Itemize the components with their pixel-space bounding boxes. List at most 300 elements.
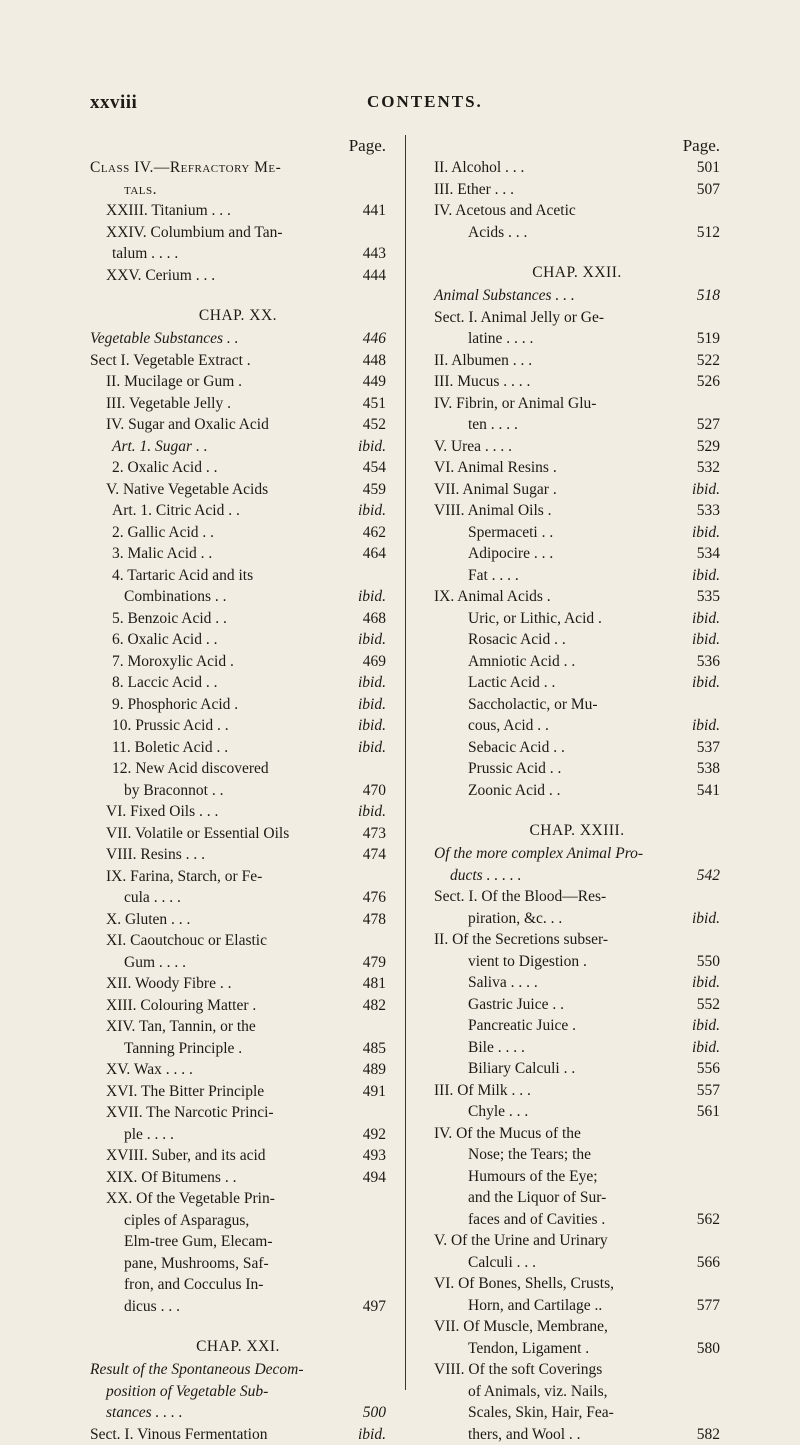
toc-entry bbox=[90, 694, 386, 716]
entry-title: II. Mucilage or Gum . bbox=[106, 371, 242, 393]
entry-title: Scales, Skin, Hair, Fea- bbox=[468, 1402, 614, 1424]
entry-page-number: 474 bbox=[363, 844, 386, 866]
entry-title: by Braconnot . . bbox=[124, 780, 223, 802]
entry-title: 9. Phosphoric Acid . bbox=[112, 694, 238, 716]
toc-entry bbox=[434, 1402, 720, 1424]
toc-entry bbox=[90, 393, 386, 415]
entry-page-number: 469 bbox=[363, 651, 386, 673]
entry-title: ciples of Asparagus, bbox=[124, 1210, 249, 1232]
toc-entry bbox=[90, 1145, 386, 1167]
toc-entry bbox=[90, 866, 386, 888]
entry-page-number: 529 bbox=[697, 436, 720, 458]
entry-page-number: 527 bbox=[697, 414, 720, 436]
toc-entry bbox=[90, 479, 386, 501]
toc-entry bbox=[434, 1144, 720, 1166]
entry-title: pane, Mushrooms, Saf- bbox=[124, 1253, 269, 1275]
toc-entry bbox=[90, 952, 386, 974]
page-column-label: Page. bbox=[90, 135, 386, 157]
entry-title: IX. Animal Acids . bbox=[434, 586, 551, 608]
entry-title: IX. Farina, Starch, or Fe- bbox=[106, 866, 262, 888]
entry-title: XIII. Colouring Matter . bbox=[106, 995, 256, 1017]
toc-entry bbox=[90, 179, 386, 201]
entry-title: XXIV. Columbium and Tan- bbox=[106, 222, 283, 244]
toc-entry bbox=[434, 908, 720, 930]
entry-title: Sect I. Vegetable Extract . bbox=[90, 350, 251, 372]
entry-page-number: 501 bbox=[697, 157, 720, 179]
toc-entry bbox=[434, 371, 720, 393]
entry-page-number: 491 bbox=[363, 1081, 386, 1103]
entry-title: Art. 1. Citric Acid . . bbox=[112, 500, 240, 522]
toc-entry bbox=[434, 457, 720, 479]
toc-entry bbox=[90, 844, 386, 866]
toc-entry bbox=[434, 1273, 720, 1295]
entry-title: XIV. Tan, Tannin, or the bbox=[106, 1016, 256, 1038]
toc-entry bbox=[90, 651, 386, 673]
toc-entry bbox=[434, 179, 720, 201]
toc-entry bbox=[434, 737, 720, 759]
entry-title: IV. Of the Mucus of the bbox=[434, 1123, 581, 1145]
entry-title: II. Alcohol . . . bbox=[434, 157, 524, 179]
entry-page-number: 556 bbox=[697, 1058, 720, 1080]
toc-entry bbox=[90, 758, 386, 780]
toc-entry bbox=[434, 758, 720, 780]
entry-title: VIII. Of the soft Coverings bbox=[434, 1359, 602, 1381]
toc-entry bbox=[434, 1338, 720, 1360]
toc-entry bbox=[90, 1402, 386, 1424]
entry-title: XVI. The Bitter Principle bbox=[106, 1081, 264, 1103]
entry-page-number: 451 bbox=[363, 393, 386, 415]
entry-page-number: 478 bbox=[363, 909, 386, 931]
entry-page-number: 561 bbox=[697, 1101, 720, 1123]
entry-title: VII. Animal Sugar . bbox=[434, 479, 557, 501]
entry-title: VI. Fixed Oils . . . bbox=[106, 801, 218, 823]
running-head: CONTENTS. bbox=[367, 92, 483, 112]
toc-entry bbox=[90, 780, 386, 802]
entry-title: VII. Of Muscle, Membrane, bbox=[434, 1316, 608, 1338]
entry-title: III. Mucus . . . . bbox=[434, 371, 530, 393]
entry-page-number: 537 bbox=[697, 737, 720, 759]
entry-page-number: 462 bbox=[363, 522, 386, 544]
toc-entry bbox=[434, 886, 720, 908]
entry-page-number: ibid. bbox=[692, 522, 720, 544]
toc-entry bbox=[90, 1102, 386, 1124]
entry-page-number: ibid. bbox=[358, 694, 386, 716]
toc-entry bbox=[90, 629, 386, 651]
entry-title: 2. Oxalic Acid . . bbox=[112, 457, 217, 479]
toc-entry bbox=[434, 414, 720, 436]
entry-page-number: ibid. bbox=[358, 500, 386, 522]
entry-title: III. Vegetable Jelly . bbox=[106, 393, 231, 415]
entry-title: Bile . . . . bbox=[468, 1037, 525, 1059]
toc-entry bbox=[434, 1101, 720, 1123]
entry-title: II. Of the Secretions subser- bbox=[434, 929, 608, 951]
toc-entry bbox=[434, 307, 720, 329]
entry-title: ten . . . . bbox=[468, 414, 518, 436]
toc-entry bbox=[90, 608, 386, 630]
entry-title: faces and of Cavities . bbox=[468, 1209, 605, 1231]
entry-title: Rosacic Acid . . bbox=[468, 629, 566, 651]
entry-title: Spermaceti . . bbox=[468, 522, 553, 544]
entry-page-number: 538 bbox=[697, 758, 720, 780]
entry-title: II. Albumen . . . bbox=[434, 350, 532, 372]
toc-entry bbox=[434, 1080, 720, 1102]
entry-title: 3. Malic Acid . . bbox=[112, 543, 212, 565]
page-folio: xxviii bbox=[90, 92, 137, 114]
toc-entry bbox=[434, 1252, 720, 1274]
entry-title: Combinations . . bbox=[124, 586, 226, 608]
toc-entry bbox=[434, 157, 720, 179]
toc-entry bbox=[90, 371, 386, 393]
entry-page-number: 481 bbox=[363, 973, 386, 995]
entry-page-number: 526 bbox=[697, 371, 720, 393]
toc-entry bbox=[434, 500, 720, 522]
entry-page-number: ibid. bbox=[692, 715, 720, 737]
entry-title: Biliary Calculi . . bbox=[468, 1058, 575, 1080]
entry-title: Humours of the Eye; bbox=[468, 1166, 598, 1188]
entry-title: VI. Of Bones, Shells, Crusts, bbox=[434, 1273, 614, 1295]
toc-entry bbox=[90, 909, 386, 931]
entry-title: XVIII. Suber, and its acid bbox=[106, 1145, 266, 1167]
entry-title: XV. Wax . . . . bbox=[106, 1059, 193, 1081]
entry-page-number: ibid. bbox=[358, 436, 386, 458]
entry-page-number: 470 bbox=[363, 780, 386, 802]
entry-title: Adipocire . . . bbox=[468, 543, 553, 565]
toc-entry bbox=[434, 1359, 720, 1381]
entry-page-number: 542 bbox=[697, 865, 720, 887]
toc-entry bbox=[434, 1058, 720, 1080]
entry-page-number: 482 bbox=[363, 995, 386, 1017]
entry-title: Animal Substances . . . bbox=[434, 285, 575, 307]
entry-page-number: 577 bbox=[697, 1295, 720, 1317]
toc-entry bbox=[90, 157, 386, 179]
entry-title: stances . . . . bbox=[106, 1402, 183, 1424]
entry-title: tals. bbox=[124, 179, 157, 201]
entry-page-number: ibid. bbox=[358, 737, 386, 759]
entry-page-number: 541 bbox=[697, 780, 720, 802]
toc-entry bbox=[90, 1167, 386, 1189]
spacer bbox=[434, 801, 720, 811]
entry-title: Vegetable Substances . . bbox=[90, 328, 239, 350]
toc-entry bbox=[90, 1124, 386, 1146]
entry-title: VI. Animal Resins . bbox=[434, 457, 557, 479]
entry-title: dicus . . . bbox=[124, 1296, 180, 1318]
toc-entry bbox=[434, 1316, 720, 1338]
entry-page-number: 566 bbox=[697, 1252, 720, 1274]
toc-entry bbox=[434, 780, 720, 802]
toc-entry bbox=[90, 500, 386, 522]
entry-page-number: 500 bbox=[363, 1402, 386, 1424]
entry-page-number: 441 bbox=[363, 200, 386, 222]
entry-page-number: 454 bbox=[363, 457, 386, 479]
toc-entry bbox=[434, 608, 720, 630]
toc-entry bbox=[434, 522, 720, 544]
page-column-label: Page. bbox=[434, 135, 720, 157]
entry-page-number: 534 bbox=[697, 543, 720, 565]
entry-page-number: ibid. bbox=[358, 586, 386, 608]
toc-entry bbox=[434, 1037, 720, 1059]
toc-entry bbox=[434, 1123, 720, 1145]
toc-entry bbox=[434, 929, 720, 951]
entry-title: Prussic Acid . . bbox=[468, 758, 561, 780]
toc-entry bbox=[434, 951, 720, 973]
toc-entry bbox=[90, 1359, 386, 1381]
entry-title: IV. Sugar and Oxalic Acid bbox=[106, 414, 269, 436]
entry-page-number: 497 bbox=[363, 1296, 386, 1318]
entry-page-number: 557 bbox=[697, 1080, 720, 1102]
toc-entry bbox=[90, 1296, 386, 1318]
entry-title: XIX. Of Bitumens . . bbox=[106, 1167, 236, 1189]
entry-title: and the Liquor of Sur- bbox=[468, 1187, 606, 1209]
entry-title: Gastric Juice . . bbox=[468, 994, 564, 1016]
entry-page-number: 533 bbox=[697, 500, 720, 522]
toc-entry bbox=[90, 672, 386, 694]
entry-page-number: 580 bbox=[697, 1338, 720, 1360]
toc-entry bbox=[434, 285, 720, 307]
entry-title: Saccholactic, or Mu- bbox=[468, 694, 598, 716]
entry-page-number: 552 bbox=[697, 994, 720, 1016]
entry-title: 12. New Acid discovered bbox=[112, 758, 269, 780]
column-divider bbox=[405, 135, 406, 1390]
entry-page-number: 522 bbox=[697, 350, 720, 372]
toc-entry bbox=[434, 1187, 720, 1209]
entry-title: III. Ether . . . bbox=[434, 179, 514, 201]
entry-page-number: 562 bbox=[697, 1209, 720, 1231]
toc-entry bbox=[434, 393, 720, 415]
entry-title: XII. Woody Fibre . . bbox=[106, 973, 231, 995]
entry-title: position of Vegetable Sub- bbox=[106, 1381, 268, 1403]
toc-entry bbox=[434, 1295, 720, 1317]
entry-page-number: 507 bbox=[697, 179, 720, 201]
entry-title: XI. Caoutchouc or Elastic bbox=[106, 930, 267, 952]
spacer bbox=[90, 1317, 386, 1327]
toc-entry bbox=[90, 243, 386, 265]
toc-entry bbox=[434, 350, 720, 372]
toc-entry bbox=[434, 1424, 720, 1445]
entry-title: 5. Benzoic Acid . . bbox=[112, 608, 227, 630]
entry-page-number: ibid. bbox=[692, 479, 720, 501]
entry-title: VIII. Animal Oils . bbox=[434, 500, 552, 522]
toc-entry bbox=[434, 1381, 720, 1403]
entry-title: cula . . . . bbox=[124, 887, 181, 909]
entry-page-number: 550 bbox=[697, 951, 720, 973]
entry-page-number: ibid. bbox=[358, 801, 386, 823]
toc-entry bbox=[434, 843, 720, 865]
chapter-heading: CHAP. XXI. bbox=[90, 1335, 386, 1359]
entry-title: XXIII. Titanium . . . bbox=[106, 200, 231, 222]
toc-entry bbox=[90, 1081, 386, 1103]
entry-page-number: ibid. bbox=[358, 629, 386, 651]
entry-title: fron, and Cocculus In- bbox=[124, 1274, 263, 1296]
entry-page-number: 535 bbox=[697, 586, 720, 608]
toc-entry bbox=[90, 586, 386, 608]
entry-title: 10. Prussic Acid . . bbox=[112, 715, 229, 737]
entry-title: latine . . . . bbox=[468, 328, 533, 350]
toc-entry bbox=[434, 694, 720, 716]
entry-title: Fat . . . . bbox=[468, 565, 519, 587]
entry-title: Uric, or Lithic, Acid . bbox=[468, 608, 602, 630]
spacer bbox=[90, 286, 386, 296]
toc-entry bbox=[90, 457, 386, 479]
entry-title: Saliva . . . . bbox=[468, 972, 538, 994]
toc-entry bbox=[90, 1059, 386, 1081]
entry-page-number: 452 bbox=[363, 414, 386, 436]
entry-page-number: ibid. bbox=[358, 715, 386, 737]
entry-title: vient to Digestion . bbox=[468, 951, 587, 973]
toc-entry bbox=[90, 887, 386, 909]
toc-entry bbox=[434, 672, 720, 694]
entry-page-number: ibid. bbox=[358, 1424, 386, 1445]
toc-entry bbox=[434, 328, 720, 350]
entry-page-number: 582 bbox=[697, 1424, 720, 1445]
toc-entry bbox=[90, 414, 386, 436]
toc-entry bbox=[434, 479, 720, 501]
entry-page-number: 448 bbox=[363, 350, 386, 372]
toc-entry bbox=[434, 1209, 720, 1231]
entry-title: Gum . . . . bbox=[124, 952, 186, 974]
toc-entry bbox=[434, 651, 720, 673]
toc-entry bbox=[90, 1016, 386, 1038]
toc-entry bbox=[90, 522, 386, 544]
entry-page-number: 485 bbox=[363, 1038, 386, 1060]
entry-page-number: 492 bbox=[363, 1124, 386, 1146]
entry-title: ple . . . . bbox=[124, 1124, 174, 1146]
entry-page-number: ibid. bbox=[692, 972, 720, 994]
entry-title: III. Of Milk . . . bbox=[434, 1080, 531, 1102]
entry-title: cous, Acid . . bbox=[468, 715, 549, 737]
entry-title: Acids . . . bbox=[468, 222, 527, 244]
toc-entry bbox=[434, 1166, 720, 1188]
spacer bbox=[434, 243, 720, 253]
entry-title: Result of the Spontaneous Decom- bbox=[90, 1359, 304, 1381]
entry-page-number: 446 bbox=[363, 328, 386, 350]
entry-page-number: 479 bbox=[363, 952, 386, 974]
entry-page-number: ibid. bbox=[692, 1015, 720, 1037]
entry-page-number: 476 bbox=[363, 887, 386, 909]
entry-title: Art. 1. Sugar . . bbox=[112, 436, 208, 458]
page-header bbox=[90, 92, 650, 118]
entry-title: Amniotic Acid . . bbox=[468, 651, 575, 673]
entry-title: 11. Boletic Acid . . bbox=[112, 737, 228, 759]
entry-title: 2. Gallic Acid . . bbox=[112, 522, 214, 544]
toc-entry bbox=[434, 1015, 720, 1037]
entry-page-number: 532 bbox=[697, 457, 720, 479]
entry-title: Of the more complex Animal Pro- bbox=[434, 843, 643, 865]
toc-entry bbox=[90, 737, 386, 759]
toc-entry bbox=[90, 350, 386, 372]
toc-entry bbox=[434, 715, 720, 737]
entry-title: of Animals, viz. Nails, bbox=[468, 1381, 608, 1403]
entry-title: talum . . . . bbox=[112, 243, 178, 265]
entry-title: Horn, and Cartilage .. bbox=[468, 1295, 602, 1317]
toc-entry bbox=[90, 995, 386, 1017]
entry-page-number: ibid. bbox=[692, 672, 720, 694]
entry-page-number: 464 bbox=[363, 543, 386, 565]
entry-page-number: 449 bbox=[363, 371, 386, 393]
chapter-heading: CHAP. XX. bbox=[90, 304, 386, 328]
chapter-heading: CHAP. XXII. bbox=[434, 261, 720, 285]
toc-entry bbox=[434, 543, 720, 565]
entry-title: ducts . . . . . bbox=[450, 865, 521, 887]
toc-entry bbox=[434, 1230, 720, 1252]
entry-title: 7. Moroxylic Acid . bbox=[112, 651, 234, 673]
toc-entry bbox=[90, 265, 386, 287]
toc-entry bbox=[434, 586, 720, 608]
entry-title: Chyle . . . bbox=[468, 1101, 528, 1123]
toc-entry bbox=[90, 930, 386, 952]
entry-title: Tendon, Ligament . bbox=[468, 1338, 589, 1360]
entry-page-number: ibid. bbox=[692, 1037, 720, 1059]
entry-page-number: ibid. bbox=[692, 908, 720, 930]
entry-title: V. Of the Urine and Urinary bbox=[434, 1230, 608, 1252]
entry-page-number: ibid. bbox=[692, 629, 720, 651]
toc-entry bbox=[90, 823, 386, 845]
entry-title: XVII. The Narcotic Princi- bbox=[106, 1102, 274, 1124]
entry-page-number: 443 bbox=[363, 243, 386, 265]
toc-entry bbox=[90, 1038, 386, 1060]
entry-title: 4. Tartaric Acid and its bbox=[112, 565, 253, 587]
entry-title: Lactic Acid . . bbox=[468, 672, 555, 694]
toc-entry bbox=[434, 865, 720, 887]
toc-entry bbox=[90, 543, 386, 565]
entry-title: XXV. Cerium . . . bbox=[106, 265, 215, 287]
entry-title: Sect. I. Vinous Fermentation bbox=[90, 1424, 267, 1445]
toc-entry bbox=[90, 1424, 386, 1445]
entry-title: Sect. I. Animal Jelly or Ge- bbox=[434, 307, 604, 329]
toc-entry bbox=[90, 1210, 386, 1232]
entry-title: 6. Oxalic Acid . . bbox=[112, 629, 217, 651]
toc-entry bbox=[90, 200, 386, 222]
entry-title: V. Native Vegetable Acids bbox=[106, 479, 268, 501]
entry-page-number: 444 bbox=[363, 265, 386, 287]
toc-entry bbox=[434, 436, 720, 458]
right-entries bbox=[434, 157, 720, 1445]
contents-left-column bbox=[90, 135, 386, 1445]
entry-title: V. Urea . . . . bbox=[434, 436, 512, 458]
entry-page-number: 519 bbox=[697, 328, 720, 350]
toc-entry bbox=[90, 715, 386, 737]
toc-entry bbox=[90, 1381, 386, 1403]
chapter-heading: CHAP. XXIII. bbox=[434, 819, 720, 843]
entry-title: Nose; the Tears; the bbox=[468, 1144, 591, 1166]
entry-title: Zoonic Acid . . bbox=[468, 780, 561, 802]
toc-entry bbox=[90, 222, 386, 244]
entry-page-number: 536 bbox=[697, 651, 720, 673]
entry-page-number: 489 bbox=[363, 1059, 386, 1081]
toc-entry bbox=[90, 1188, 386, 1210]
entry-title: XX. Of the Vegetable Prin- bbox=[106, 1188, 275, 1210]
toc-entry bbox=[90, 1274, 386, 1296]
toc-entry bbox=[434, 972, 720, 994]
toc-entry bbox=[434, 222, 720, 244]
toc-entry bbox=[434, 200, 720, 222]
toc-entry bbox=[90, 801, 386, 823]
left-entries bbox=[90, 157, 386, 1445]
entry-title: piration, &c. . . bbox=[468, 908, 562, 930]
entry-title: Tanning Principle . bbox=[124, 1038, 242, 1060]
entry-page-number: 493 bbox=[363, 1145, 386, 1167]
toc-entry bbox=[90, 565, 386, 587]
entry-page-number: ibid. bbox=[692, 565, 720, 587]
toc-entry bbox=[90, 1253, 386, 1275]
toc-entry bbox=[90, 973, 386, 995]
entry-page-number: 494 bbox=[363, 1167, 386, 1189]
entry-title: VIII. Resins . . . bbox=[106, 844, 205, 866]
toc-entry bbox=[434, 565, 720, 587]
entry-title: Class IV.—Refractory Me- bbox=[90, 157, 281, 179]
entry-title: X. Gluten . . . bbox=[106, 909, 190, 931]
entry-title: Sebacic Acid . . bbox=[468, 737, 565, 759]
entry-title: Calculi . . . bbox=[468, 1252, 536, 1274]
